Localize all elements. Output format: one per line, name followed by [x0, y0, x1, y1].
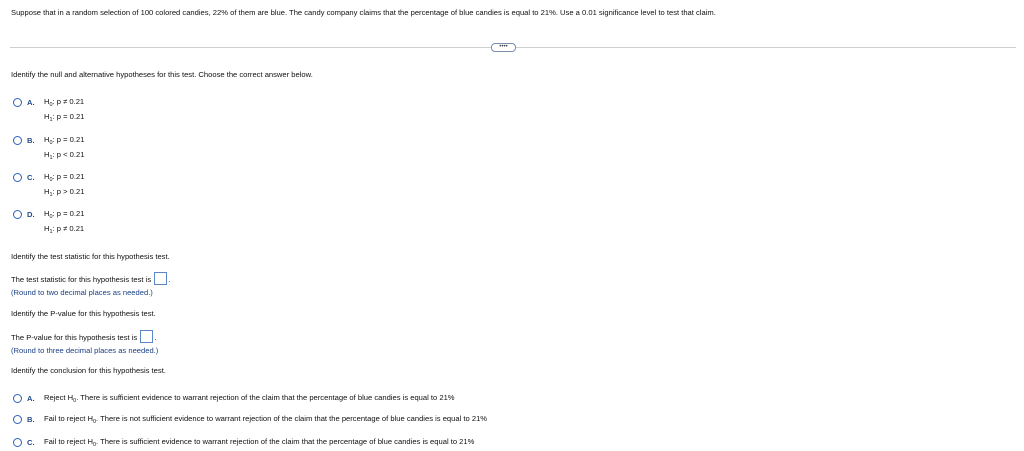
- conclusion-text: Fail to reject $H_0$. There is sufficient evidence to warrant rejection of the claim that the percentage of blue candies is equal to 21%: [44, 437, 475, 448]
- p-value-row: [11, 330, 156, 343]
- test-statistic-row: [11, 272, 170, 285]
- test-statistic-input[interactable]: [154, 272, 167, 285]
- alternative-hypothesis: $H_1$: p = 0.21: [44, 112, 85, 123]
- radio-button[interactable]: [13, 136, 22, 145]
- p-value-sentence: The P-value for this hypothesis test is: [11, 333, 138, 342]
- test-statistic-hint: (Round to two decimal places as needed.): [11, 288, 153, 297]
- conclusion-prompt: Identify the conclusion for this hypothesis test.: [11, 366, 166, 375]
- conclusion-text: Reject $H_0$. There is sufficient evidence to warrant rejection of the claim that the percentage of blue candies is equal to 21%: [44, 393, 455, 404]
- test-statistic-sentence: The test statistic for this hypothesis test is: [11, 275, 152, 284]
- null-hypothesis: $H_0$: p ≠ 0.21: [44, 97, 85, 108]
- radio-button[interactable]: [13, 415, 22, 424]
- radio-button[interactable]: [13, 438, 22, 447]
- hypotheses-prompt: Identify the null and alternative hypotheses for this test. Choose the correct answer below.: [11, 70, 313, 79]
- p-value-prompt: Identify the P-value for this hypothesis test.: [11, 309, 156, 318]
- problem-statement: Suppose that in a random selection of 100 colored candies, 22% of them are blue. The candy company claims that the percentage of blue candies is equal to 21%. Use a 0.01 significance level to test that claim.: [11, 8, 716, 17]
- conclusion-text: Fail to reject $H_0$. There is not sufficient evidence to warrant rejection of the claim that the percentage of blue candies is equal to 21%: [44, 414, 488, 425]
- test-statistic-prompt: Identify the test statistic for this hypothesis test.: [11, 252, 170, 261]
- alternative-hypothesis: $H_1$: p < 0.21: [44, 150, 85, 161]
- radio-button[interactable]: [13, 98, 22, 107]
- radio-button[interactable]: [13, 394, 22, 403]
- expand-button[interactable]: ••••: [491, 43, 516, 52]
- null-hypothesis: $H_0$: p = 0.21: [44, 172, 85, 183]
- option-letter: C.: [27, 173, 35, 182]
- p-value-input[interactable]: [140, 330, 153, 343]
- option-letter: B.: [27, 136, 35, 145]
- null-hypothesis: $H_0$: p = 0.21: [44, 209, 85, 220]
- alternative-hypothesis: $H_1$: p > 0.21: [44, 187, 85, 198]
- radio-button[interactable]: [13, 210, 22, 219]
- option-letter: C.: [27, 438, 35, 447]
- sentence-end: .: [168, 275, 171, 284]
- sentence-end: .: [154, 333, 157, 342]
- alternative-hypothesis: $H_1$: p ≠ 0.21: [44, 224, 85, 235]
- option-letter: A.: [27, 98, 35, 107]
- null-hypothesis: $H_0$: p = 0.21: [44, 135, 85, 146]
- option-letter: D.: [27, 210, 35, 219]
- option-letter: B.: [27, 415, 35, 424]
- p-value-hint: (Round to three decimal places as needed.): [11, 346, 159, 355]
- radio-button[interactable]: [13, 173, 22, 182]
- option-letter: A.: [27, 394, 35, 403]
